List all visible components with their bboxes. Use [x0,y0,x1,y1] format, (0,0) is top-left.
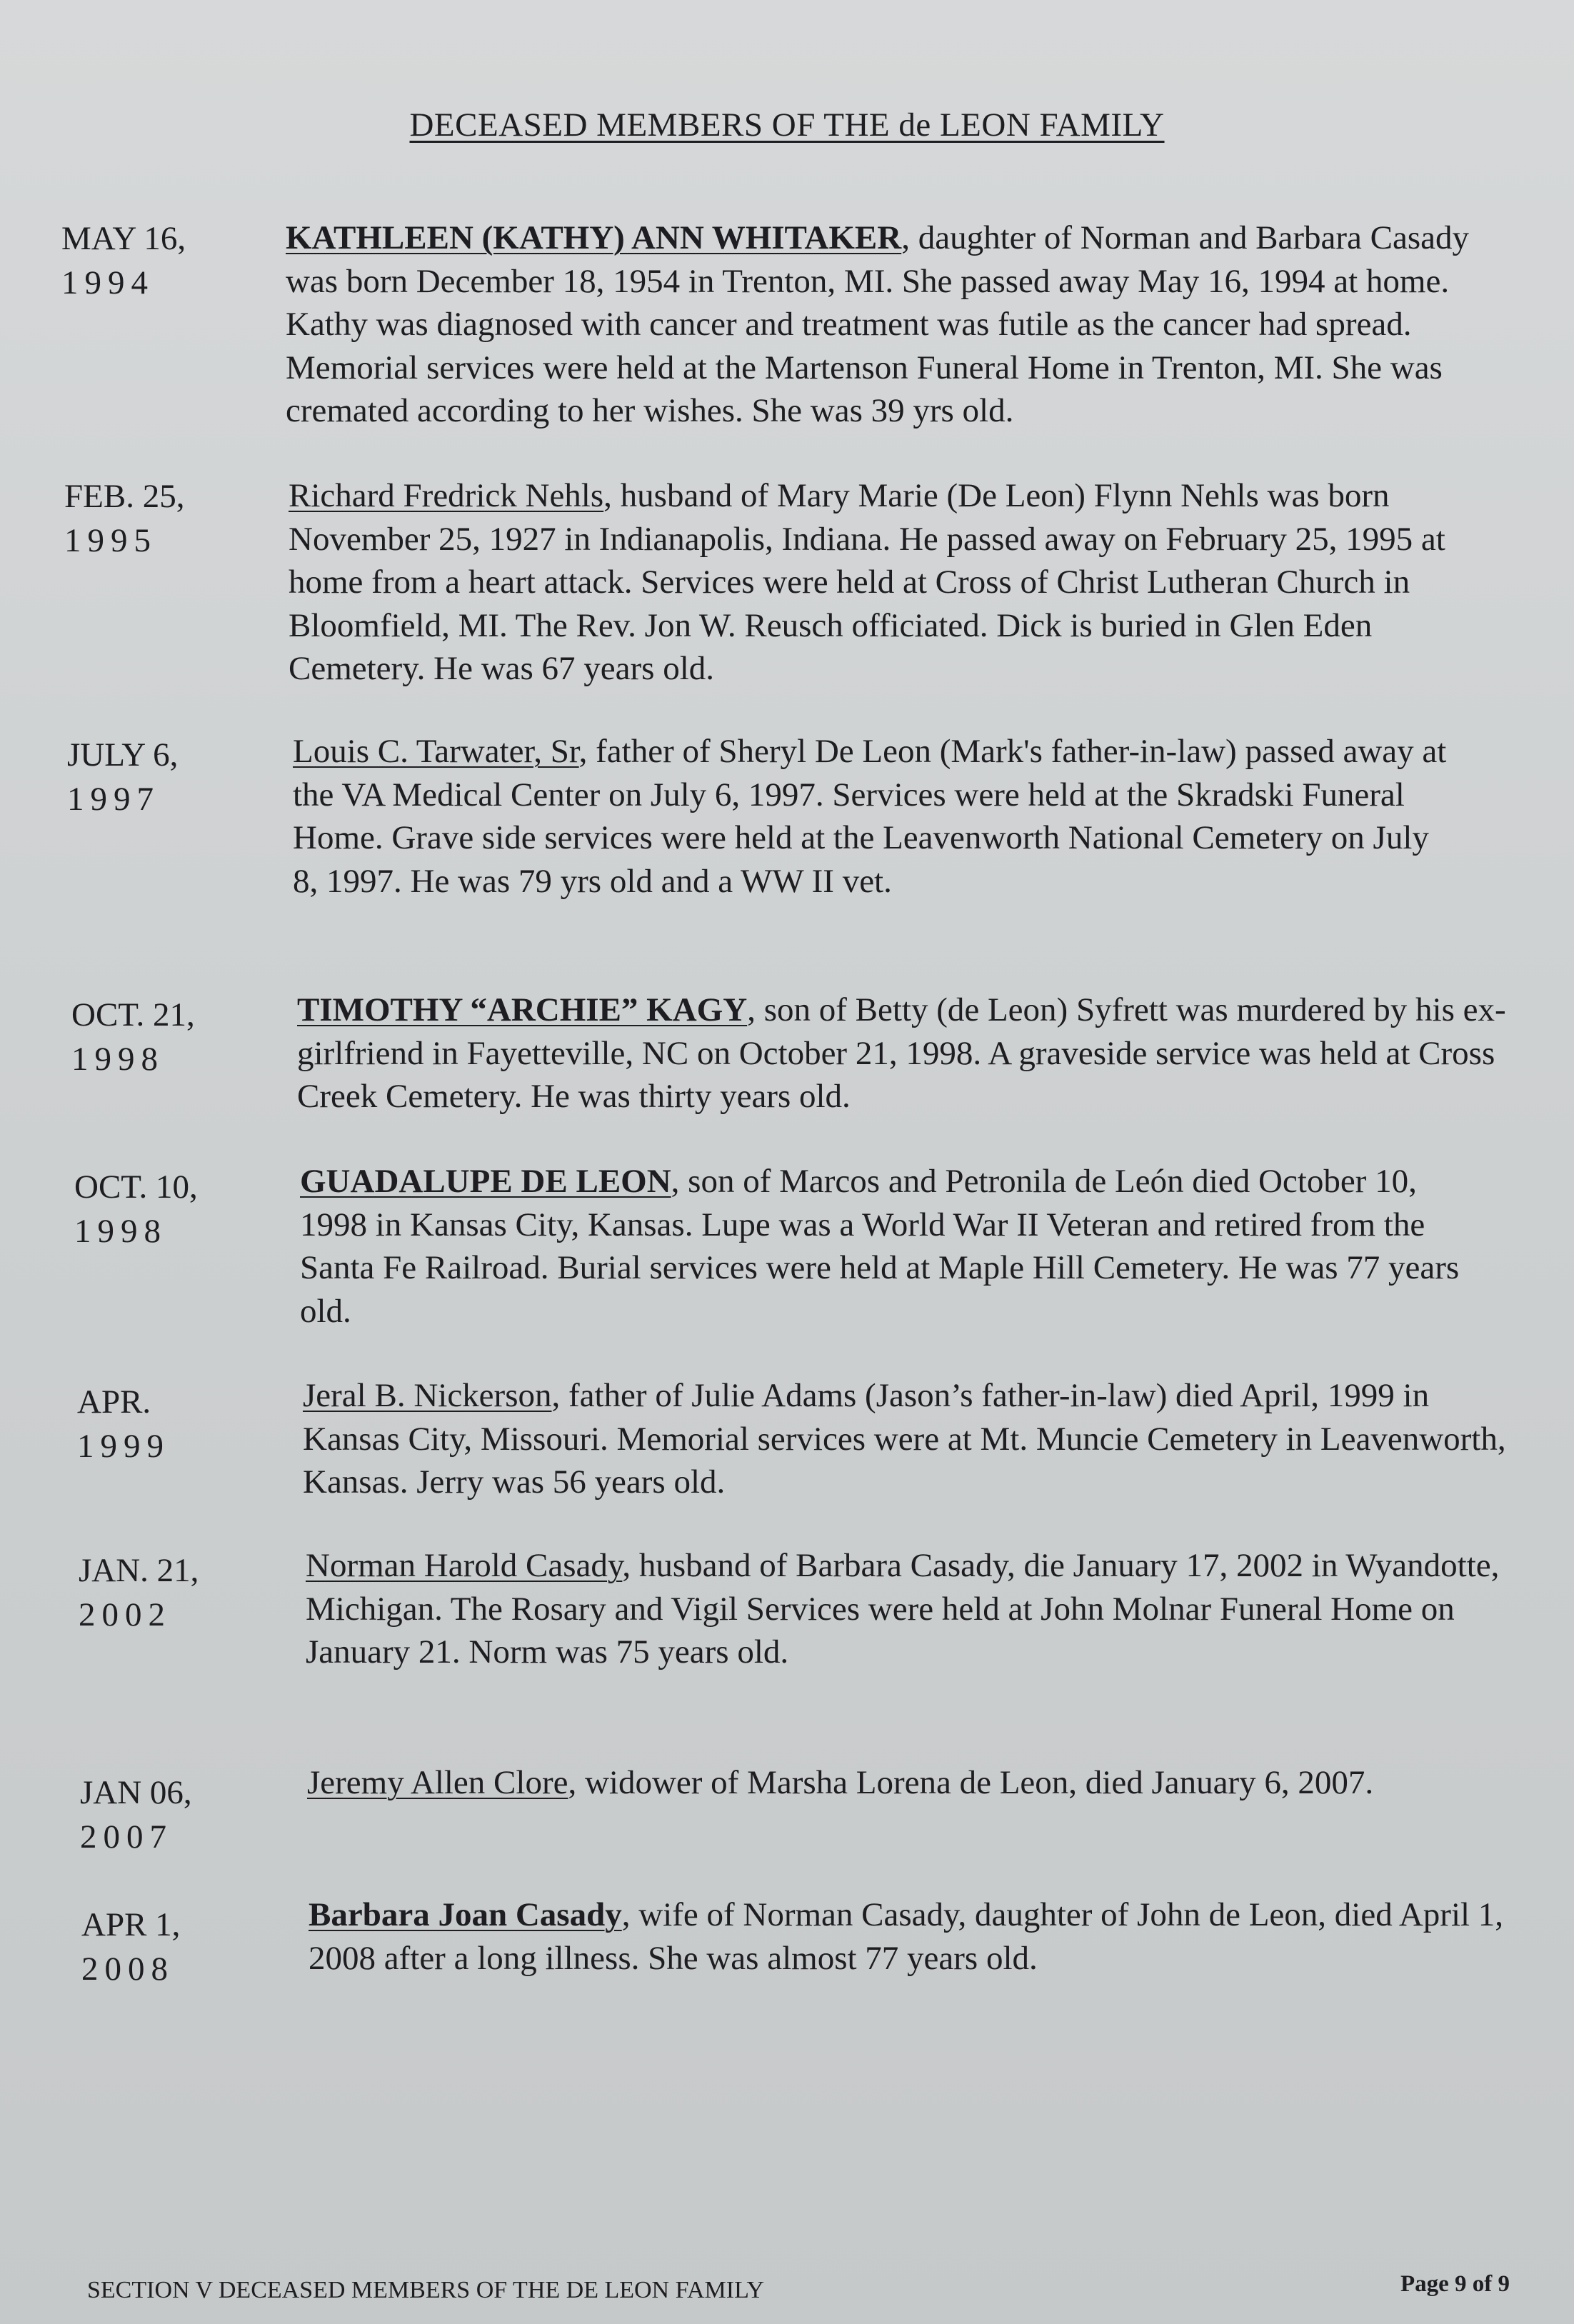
person-name: GUADALUPE DE LEON [300,1163,671,1200]
footer-page-number: Page 9 of 9 [1400,2271,1510,2297]
date-year: 1999 [77,1428,170,1465]
entry-date [80,1770,280,1859]
date-year: 1994 [61,264,154,301]
entry-text [300,1160,1478,1333]
person-name: Richard Fredrick Nehls [289,477,604,514]
person-name: Barbara Joan Casady [309,1896,622,1933]
entry-description: , husband of Barbara Casady, die January 17, 2002 in Wyandotte, Michigan. The Rosary and Vigil Services were held at John Molnar Funeral Home on January 21. Norm was 75 years old. [306,1547,1500,1671]
date-year: 1998 [74,1213,167,1250]
person-name: TIMOTHY “ARCHIE” KAGY [297,991,748,1028]
entry-date [71,993,271,1081]
entry-description: , son of Marcos and Petronila de León died October 10, 1998 in Kansas City, Kansas. Lupe was a World War II Veteran and retired from the Santa Fe Railroad. Burial services were held at Maple Hill Cemetery. He was 77 years old. [300,1163,1460,1330]
footer-section-label: SECTION V DECEASED MEMBERS OF THE DE LEON FAMILY [87,2277,765,2303]
person-name: Jeral B. Nickerson [303,1377,552,1414]
person-name: KATHLEEN (KATHY) ANN WHITAKER [286,219,902,256]
entry-text [286,216,1500,433]
date-month-day: MAY 16, [61,220,186,257]
date-year: 1998 [71,1041,164,1078]
entry-date [64,474,264,563]
entry-text [309,1893,1523,1980]
date-month-day: OCT. 21, [71,996,195,1033]
date-month-day: OCT. 10, [74,1168,198,1206]
entry-date [81,1903,281,1991]
date-month-day: FEB. 25, [64,478,185,515]
person-name: Jeremy Allen Clore [307,1764,568,1801]
entry-text [293,730,1450,903]
entry-description: , son of Betty (de Leon) Syfrett was murdered by his ex-girlfriend in Fayetteville, NC on October 21, 1998. A graveside service was held at Cross Creek Cemetery. He was thirty years old. [297,991,1506,1115]
date-month-day: APR. [77,1383,151,1421]
entry-date [77,1380,277,1468]
entry-text [306,1544,1505,1674]
entry-text [297,988,1511,1118]
date-month-day: JAN 06, [80,1774,192,1811]
entry-date [67,733,267,821]
date-year: 2002 [79,1596,171,1633]
person-name: Norman Harold Casady [306,1547,623,1584]
entry-description: , father of Sheryl De Leon (Mark's father-in-law) passed away at the VA Medical Center on July 6, 1997. Services were held at the Skradski Funeral Home. Grave side services were held at the Leavenworth National Cemetery on July 8, 1997. He was 79 yrs old and a WW II vet. [293,733,1447,900]
date-month-day: JULY 6, [67,736,179,773]
entry-description: , widower of Marsha Lorena de Leon, died January 6, 2007. [568,1764,1374,1801]
date-year: 1997 [67,781,160,818]
entry-description: , father of Julie Adams (Jason’s father-in-law) died April, 1999 in Kansas City, Missouri. Memorial services were at Mt. Muncie Cemetery in Leavenworth, Kansas. Jerry was 56 years old. [303,1377,1506,1501]
date-year: 2008 [81,1950,174,1988]
entry-date [74,1165,274,1253]
entry-description: , husband of Mary Marie (De Leon) Flynn Nehls was born November 25, 1927 in Indianapolis, Indiana. He passed away on February 25, 1995 at home from a heart attack. Services were held at Cross of Christ Lutheran Church in Bloomfield, MI. The Rev. Jon W. Reusch officiated. Dick is buried in Glen Eden Cemetery. He was 67 years old. [289,477,1445,687]
entry-description: , wife of Norman Casady, daughter of John de Leon, died April 1, 2008 after a long illness. She was almost 77 years old. [309,1896,1504,1977]
date-month-day: JAN. 21, [79,1552,199,1589]
date-month-day: APR 1, [81,1906,181,1943]
person-name: Louis C. Tarwater, Sr [293,733,579,770]
entry-description: , daughter of Norman and Barbara Casady was born December 18, 1954 in Trenton, MI. She passed away May 16, 1994 at home. Kathy was diagnosed with cancer and treatment was futile as the cancer had spread. Memorial services were held at the Martenson Funeral Home in Trenton, MI. She was cremated according to her wishes. She was 39 yrs old. [286,219,1470,429]
page-title: DECEASED MEMBERS OF THE de LEON FAMILY [409,106,1165,144]
entry-text [289,474,1503,691]
date-year: 1995 [64,522,157,559]
entry-date [61,216,261,305]
entry-text [303,1374,1524,1504]
entry-text [307,1761,1521,1805]
date-year: 2007 [80,1818,173,1855]
entry-date [79,1548,279,1637]
